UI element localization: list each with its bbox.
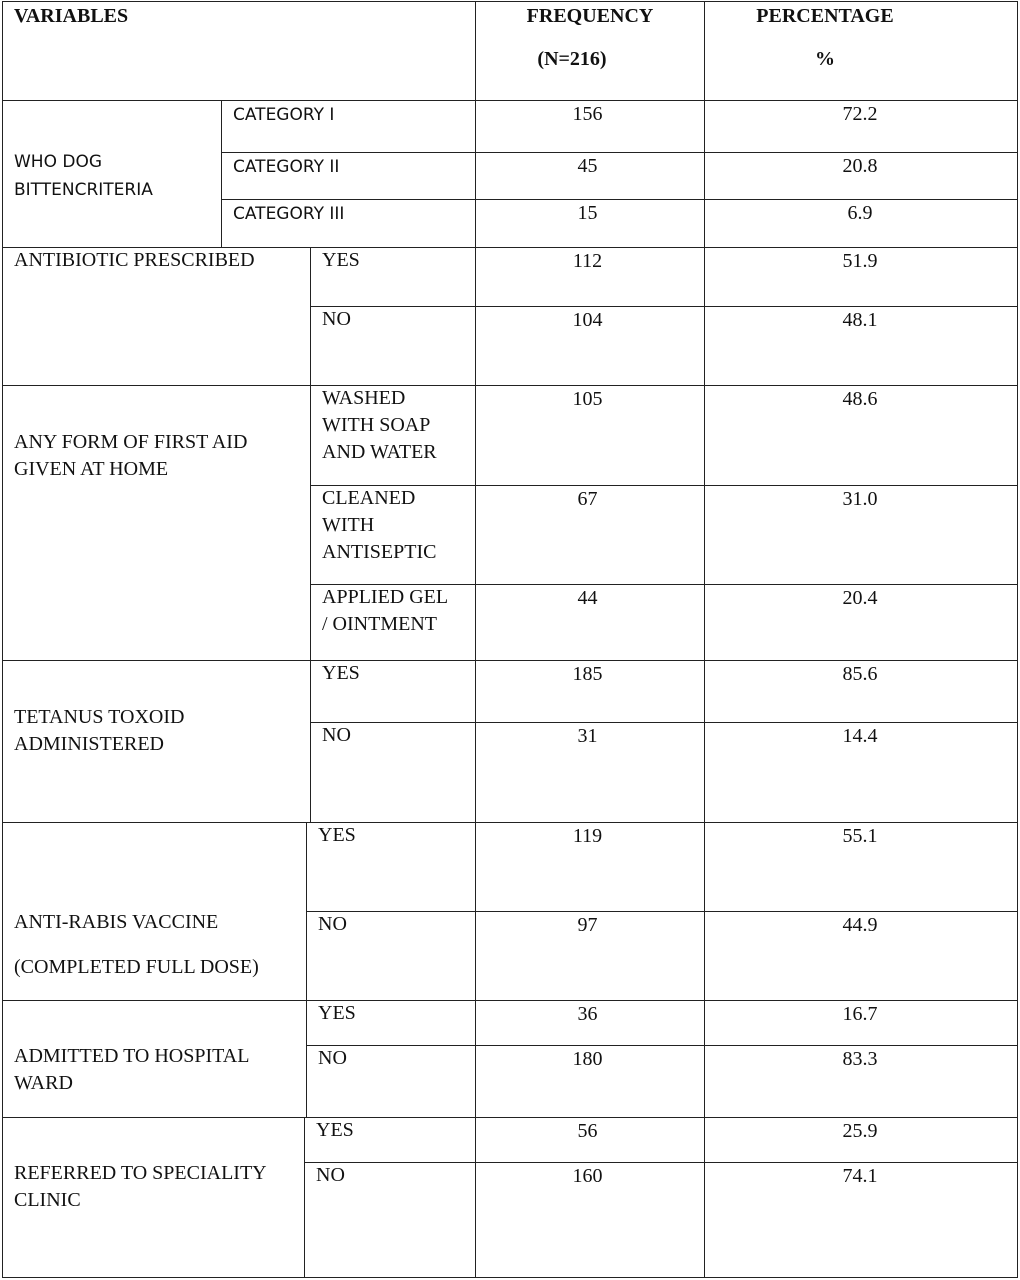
percentage-value: 74.1	[842, 1165, 878, 1187]
percentage-value: 14.4	[842, 725, 878, 747]
option-column-divider	[310, 660, 311, 822]
option-label	[322, 722, 471, 749]
option-label-line: YES	[318, 824, 356, 846]
frequency-value: 180	[572, 1048, 603, 1070]
option-label-line: YES	[322, 662, 360, 684]
group-label-line: GIVEN AT HOME	[14, 458, 169, 480]
header-variables: VARIABLES	[14, 5, 129, 27]
option-label-line: CATEGORY II	[233, 157, 340, 177]
column-divider-percentage	[704, 1, 705, 1278]
group-label-line: ANTIBIOTIC PRESCRIBED	[14, 249, 255, 271]
frequency-value: 45	[577, 155, 598, 177]
frequency-value: 185	[572, 663, 603, 685]
group-label	[14, 148, 215, 204]
option-label	[316, 1162, 471, 1189]
option-label-line: YES	[316, 1119, 354, 1141]
option-label-line: APPLIED GEL	[322, 586, 449, 608]
percentage-value: 16.7	[842, 1003, 878, 1025]
group-label-line: WARD	[14, 1072, 73, 1094]
option-label-line: / OINTMENT	[322, 613, 437, 635]
group-label	[14, 704, 304, 758]
group-label-line: ANY FORM OF FIRST AID	[14, 431, 248, 453]
option-label-line: YES	[318, 1002, 356, 1024]
option-label-line: NO	[318, 1047, 347, 1069]
option-label-line: AND WATER	[322, 441, 437, 463]
group-label	[14, 247, 304, 274]
option-label	[322, 385, 471, 466]
percentage-value: 25.9	[842, 1120, 878, 1142]
group-label	[14, 1160, 298, 1214]
group-label-line: REFERRED TO SPECIALITY	[14, 1162, 267, 1184]
frequency-value: 160	[572, 1165, 603, 1187]
frequency-value: 31	[577, 725, 598, 747]
group-label-line: CLINIC	[14, 1189, 81, 1211]
header-frequency: FREQUENCY	[526, 5, 654, 27]
frequency-value: 56	[577, 1120, 598, 1142]
group-label-line	[14, 936, 300, 954]
percentage-value: 31.0	[842, 488, 878, 510]
option-label	[233, 200, 471, 228]
option-label	[322, 306, 471, 333]
percentage-value: 55.1	[842, 825, 878, 847]
option-label-line: CATEGORY III	[233, 204, 345, 224]
header-n: (N=216)	[537, 48, 607, 70]
group-label	[14, 429, 304, 483]
option-label	[318, 1045, 471, 1072]
column-divider-frequency	[475, 1, 476, 1278]
option-label-line: NO	[322, 308, 351, 330]
table-left-border	[2, 1, 3, 1278]
percentage-value: 44.9	[842, 914, 878, 936]
option-label-line: YES	[322, 249, 360, 271]
table-top-border	[2, 1, 1017, 2]
option-label-line: NO	[322, 724, 351, 746]
option-label	[318, 1000, 471, 1027]
option-label-line: WITH	[322, 514, 375, 536]
group-label-line: ADMITTED TO HOSPITAL	[14, 1045, 250, 1067]
option-label-line: NO	[318, 913, 347, 935]
percentage-value: 72.2	[842, 103, 878, 125]
percentage-value: 48.1	[842, 309, 878, 331]
option-column-divider	[306, 1000, 307, 1117]
option-label-line: WITH SOAP	[322, 414, 431, 436]
group-label-line: WHO DOG	[14, 152, 103, 172]
percentage-value: 83.3	[842, 1048, 878, 1070]
frequency-value: 36	[577, 1003, 598, 1025]
option-label	[318, 911, 471, 938]
frequency-value: 44	[577, 587, 598, 609]
table-right-border	[1017, 1, 1018, 1278]
option-label	[322, 247, 471, 274]
percentage-value: 20.8	[842, 155, 878, 177]
percentage-value: 6.9	[847, 202, 873, 224]
frequency-value: 119	[572, 825, 603, 847]
option-label	[322, 485, 471, 566]
frequency-value: 112	[572, 250, 603, 272]
option-label-line: WASHED	[322, 387, 406, 409]
group-bottom-border	[2, 1277, 1017, 1278]
group-label	[14, 909, 300, 981]
option-column-divider	[310, 385, 311, 660]
frequency-value: 97	[577, 914, 598, 936]
option-label-line: CLEANED	[322, 487, 416, 509]
group-label	[14, 1043, 300, 1097]
option-label	[322, 584, 471, 638]
option-label	[316, 1117, 471, 1144]
frequency-value: 104	[572, 309, 603, 331]
frequency-value: 105	[572, 388, 603, 410]
option-label-line: ANTISEPTIC	[322, 541, 437, 563]
header-percentage: PERCENTAGE	[756, 5, 894, 27]
option-column-divider	[304, 1117, 305, 1277]
percentage-value: 51.9	[842, 250, 878, 272]
group-label-line: ADMINISTERED	[14, 733, 164, 755]
group-label-line: ANTI-RABIS VACCINE	[14, 911, 219, 933]
frequency-value: 67	[577, 488, 598, 510]
option-label	[233, 101, 471, 129]
option-column-divider	[310, 247, 311, 385]
option-label-line: NO	[316, 1164, 345, 1186]
percentage-value: 20.4	[842, 587, 878, 609]
option-label	[322, 660, 471, 687]
option-label-line: CATEGORY I	[233, 105, 335, 125]
percentage-value: 85.6	[842, 663, 878, 685]
frequency-value: 156	[572, 103, 603, 125]
header-percent-sign: %	[815, 48, 835, 70]
group-label-line: (COMPLETED FULL DOSE)	[14, 956, 259, 978]
option-label	[233, 153, 471, 181]
group-label-line: BITTENCRITERIA	[14, 180, 153, 200]
percentage-value: 48.6	[842, 388, 878, 410]
option-label	[318, 822, 471, 849]
frequency-value: 15	[577, 202, 598, 224]
option-column-divider	[221, 100, 222, 247]
group-label-line: TETANUS TOXOID	[14, 706, 185, 728]
